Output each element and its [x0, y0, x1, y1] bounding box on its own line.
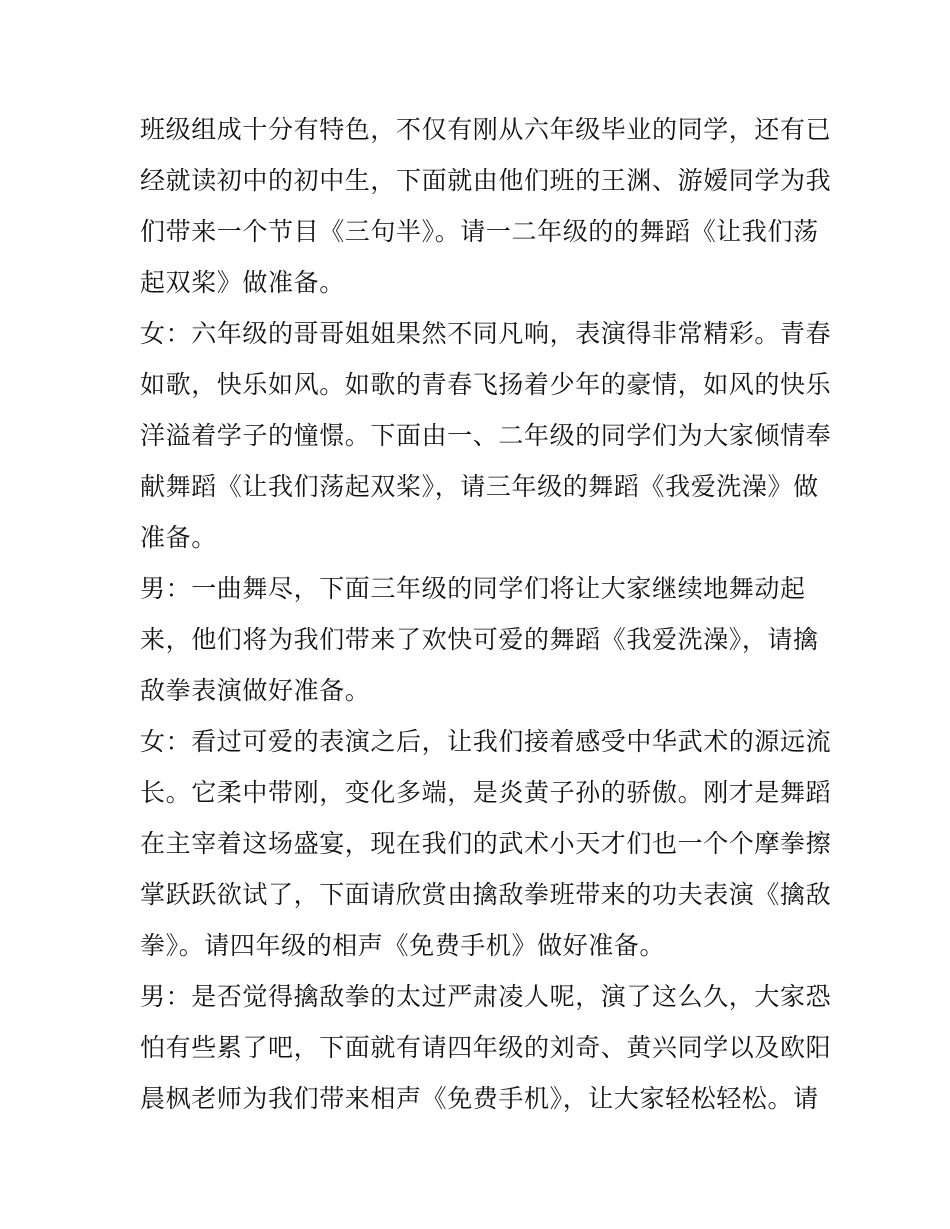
text-line: 拳》。请四年级的相声《免费手机》做好准备。 — [140, 931, 666, 960]
text-line: 在主宰着这场盛宴，现在我们的武术小天才们也一个个摩拳擦 — [140, 829, 832, 858]
text-line: 女：看过可爱的表演之后，让我们接着感受中华武术的源远流 — [140, 727, 832, 756]
text-line: 怕有些累了吧，下面就有请四年级的刘奇、黄兴同学以及欧阳 — [140, 1033, 832, 1062]
text-line: 班级组成十分有特色，不仅有刚从六年级毕业的同学，还有已 — [140, 115, 832, 144]
text-line: 掌跃跃欲试了，下面请欣赏由擒敌拳班带来的功夫表演《擒敌 — [140, 880, 832, 909]
text-line: 敌拳表演做好准备。 — [140, 676, 371, 705]
text-line: 长。它柔中带刚，变化多端，是炎黄子孙的骄傲。刚才是舞蹈 — [140, 778, 832, 807]
document-body — [140, 104, 832, 1124]
text-line: 男：是否觉得擒敌拳的太过严肃凌人呢，演了这么久，大家恐 — [140, 982, 832, 1011]
text-line: 经就读初中的初中生，下面就由他们班的王渊、游嫒同学为我 — [140, 166, 832, 195]
text-line: 洋溢着学子的憧憬。下面由一、二年级的同学们为大家倾情奉 — [140, 421, 832, 450]
text-line: 来，他们将为我们带来了欢快可爱的舞蹈《我爱洗澡》，请擒 — [140, 625, 819, 654]
text-line: 女：六年级的哥哥姐姐果然不同凡响，表演得非常精彩。青春 — [140, 319, 832, 348]
text-line: 男：一曲舞尽，下面三年级的同学们将让大家继续地舞动起 — [140, 574, 806, 603]
text-line: 晨枫老师为我们带来相声《免费手机》，让大家轻松轻松。请 — [140, 1084, 819, 1113]
text-line: 如歌，快乐如风。如歌的青春飞扬着少年的豪情，如风的快乐 — [140, 370, 832, 399]
text-line: 准备。 — [140, 523, 217, 552]
text-line: 们带来一个节目《三句半》。请一二年级的的舞蹈《让我们荡 — [140, 217, 819, 246]
text-line: 起双桨》做准备。 — [140, 268, 345, 297]
text-line: 献舞蹈《让我们荡起双桨》，请三年级的舞蹈《我爱洗澡》做 — [140, 472, 819, 501]
